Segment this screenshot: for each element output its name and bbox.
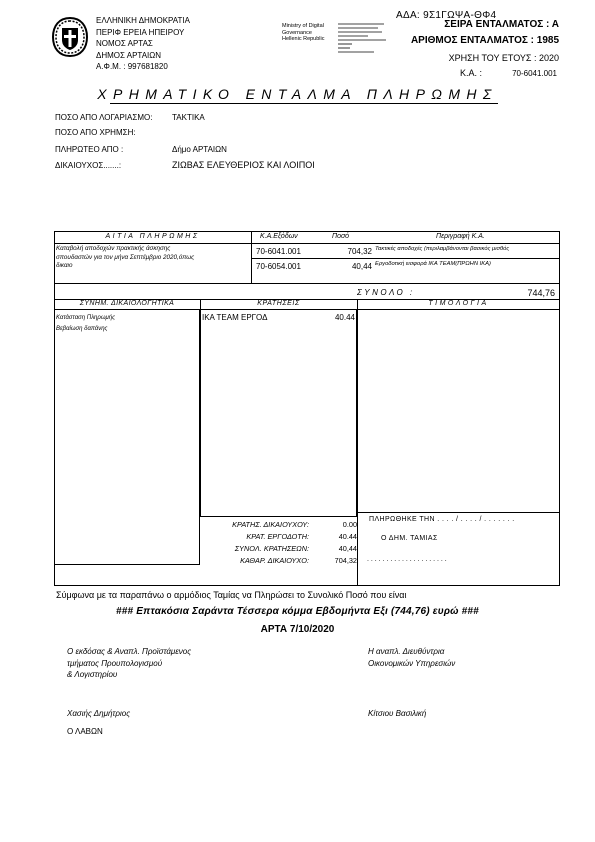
payer-value: Δήμο ΑΡΤΑΙΩΝ: [172, 145, 227, 154]
attached-doc-2: Βεβαίωση δαπάνης: [56, 326, 108, 332]
total-row: [200, 531, 357, 543]
header-attached: ΣΥΝΗΜ. ΔΙΚΑΙΟΛΟΓΗΤΙΚΑ: [79, 300, 175, 307]
order-number: ΑΡΙΘΜΟΣ ΕΝΤΑΛΜΑΤΟΣ : 1985: [410, 35, 559, 46]
reason-text: [56, 245, 194, 271]
document-title: ΧΡΗΜΑΤΙΚΟ ΕΝΤΑΛΜΑ ΠΛΗΡΩΜΗΣ: [97, 86, 498, 102]
issuer-line-3: ΝΟΜΟΣ ΑΡΤΑΣ: [96, 39, 153, 49]
header-deductions: ΚΡΑΤΗΣΕΙΣ: [257, 300, 300, 307]
order-ka-value: 70-6041.001: [512, 69, 557, 78]
treasurer-signature-line: . . . . . . . . . . . . . . . . . . . . .: [367, 556, 447, 563]
stamp-fine-print-graphic: [338, 22, 388, 58]
issuer-signature-block: [67, 646, 191, 681]
total-label: ΣΥΝΟΛ. ΚΡΑΤΗΣΕΩΝ:: [234, 544, 309, 553]
stamp-line-2: Governance: [282, 29, 312, 36]
issuer-title-3: & Λογιστηρίου: [67, 670, 118, 679]
header-invoices: ΤΙΜΟΛΟΓΙΑ: [428, 300, 489, 307]
stamp-line-1: Ministry of Digital: [282, 23, 324, 29]
total-label: ΚΡΑΤ. ΕΡΓΟΔΟΤΗ:: [246, 532, 309, 541]
digital-signature-stamp: [282, 23, 325, 43]
receiver-label: Ο ΛΑΒΩΝ: [67, 727, 103, 736]
reason-line-3: δικαιο: [56, 262, 73, 270]
reason-col-divider: [251, 231, 252, 283]
footer-statement: Σύμφωνα με τα παραπάνω ο αρμόδιος Ταμίας να Πληρώσει το Συνολικό Ποσό που είναι: [56, 590, 407, 600]
payer-label: ΠΛΗΡΩΤΕΟ ΑΠΟ :: [55, 145, 124, 154]
issuer-title-2: τμήματος Προυπολογισμού: [67, 658, 163, 668]
total-value: 40,44: [338, 544, 357, 553]
attached-doc-1: Κατάσταση Πληρωμής: [56, 315, 116, 321]
director-title-1: Η αναπλ. Διευθύντρια: [368, 647, 445, 656]
order-ka-label: Κ.Α. :: [460, 68, 483, 78]
issuer-line-1: ΕΛΛΗΝΙΚΗ ΔΗΜΟΚΡΑΤΙΑ: [96, 16, 190, 25]
issuer-title-1: Ο εκδόσας & Αναπλ. Προϊστάμενος: [67, 647, 192, 656]
reason-line-2: σπουδαστών για τον μήνα Σεπτέμβριο 2020,όπως: [56, 253, 195, 261]
invoice-divider: [357, 512, 560, 513]
deduction-name: ΙΚΑ ΤΕΑΜ ΕΡΓΟΔ: [202, 313, 268, 322]
amount-account-value: ΤΑΚΤΙΚΑ: [172, 113, 205, 122]
director-signature-block: [368, 646, 455, 669]
total-value: 704,32: [334, 556, 357, 565]
header-amount: Ποσό: [332, 233, 350, 240]
invoice-col-line: [357, 309, 358, 586]
issuer-block: [96, 15, 190, 73]
header-row-line: [54, 243, 560, 244]
total-value: 0.00: [342, 520, 357, 529]
director-name: Κίτσιου Βασιλική: [368, 709, 427, 718]
total-row: [200, 555, 357, 567]
amount-fiscal-label: ΠΟΣΟ ΑΠΟ ΧΡΗΜΣΗ:: [55, 128, 136, 137]
row-2-desc: Εργοδοτική εισφορά ΙΚΑ ΤΕΑΜ(ΠΡΩΗΝ ΙΚΑ): [375, 261, 491, 267]
issuer-name: Χασιής Δημήτριος: [67, 709, 131, 718]
header-desc: Περιγραφή Κ.Α.: [436, 233, 485, 240]
director-title-2: Οικονομικών Υπηρεσιών: [368, 658, 456, 668]
place-date: ΑΡΤΑ 7/10/2020: [260, 624, 335, 635]
row-1-desc: Τακτικές αποδοχές (περιλαμβάνονται βασικός μισθός: [375, 246, 510, 252]
total-row: [200, 543, 357, 555]
attached-docs-box: [54, 309, 200, 565]
sum-label: ΣΥΝΟΛΟ :: [357, 288, 415, 297]
greek-emblem-icon: [50, 16, 90, 58]
amount-in-words: ### Επτακόσια Σαράντα Τέσσερα κόμμα Εβδομήντα Εξι (744,76) ευρώ ###: [116, 606, 479, 617]
deduction-amount: 40.44: [334, 313, 355, 322]
deduction-totals: [200, 519, 357, 567]
sum-value: 744,76: [527, 288, 555, 298]
order-year: ΧΡΗΣΗ ΤΟΥ ΕΤΟΥΣ : 2020: [448, 53, 559, 63]
issuer-line-4: ΔΗΜΟΣ ΑΡΤΑΙΩΝ: [96, 50, 162, 60]
header-ka: Κ.Α.Εξόδων: [260, 233, 298, 240]
sum-top-line: [54, 283, 560, 284]
row-2-amount: 40,44: [351, 262, 372, 271]
deductions-box: [200, 309, 357, 517]
row-1-amount: 704,32: [347, 247, 372, 256]
ada-code: ΑΔΑ: 9Σ1ΓΩΨΑ-ΘΦ4: [396, 10, 497, 21]
reason-line-1: Καταβολή αποδοχών πρακτικής άσκησης: [56, 245, 171, 252]
beneficiary-label: ΔΙΚΑΙΟΥΧΟΣ.......:: [55, 161, 122, 170]
stamp-line-3: Hellenic Republic: [282, 36, 325, 42]
order-series: ΣΕΙΡΑ ΕΝΤΑΛΜΑΤΟΣ : Α: [444, 19, 559, 30]
row-2-ka: 70-6054.001: [256, 262, 301, 271]
total-label: ΚΡΑΤΗΣ. ΔΙΚΑΙΟΥΧΟΥ:: [232, 520, 309, 529]
row-1-ka: 70-6041.001: [256, 247, 301, 256]
total-label: ΚΑΘΑΡ. ΔΙΚΑΙΟΥΧΟ:: [240, 556, 309, 565]
paid-date-label: ΠΛΗΡΩΘΗΚΕ ΤΗΝ . . . . / . . . . / . . . . . . .: [369, 516, 515, 523]
amount-account-label: ΠΟΣΟ ΑΠΟ ΛΟΓΑΡΙΑΣΜΟ:: [55, 113, 153, 122]
issuer-line-2: ΠΕΡΙΦ ΕΡΕΙΑ ΗΠΕΙΡΟΥ: [96, 27, 185, 37]
treasurer-label: Ο ΔΗΜ. ΤΑΜΙΑΣ: [381, 535, 438, 542]
issuer-afm: Α.Φ.Μ. : 997681820: [96, 62, 168, 72]
header-reason: ΑΙΤΙΑ ΠΛΗΡΩΜΗΣ: [105, 233, 200, 240]
row-divider: [251, 258, 560, 259]
attached-docs-list: [56, 313, 115, 335]
title-underline: [110, 103, 498, 104]
total-value: 40.44: [338, 532, 357, 541]
beneficiary-value: ΖΙΩΒΑΣ ΕΛΕΥΘΕΡΙΟΣ ΚΑΙ ΛΟΙΠΟΙ: [172, 160, 315, 170]
total-row: [200, 519, 357, 531]
